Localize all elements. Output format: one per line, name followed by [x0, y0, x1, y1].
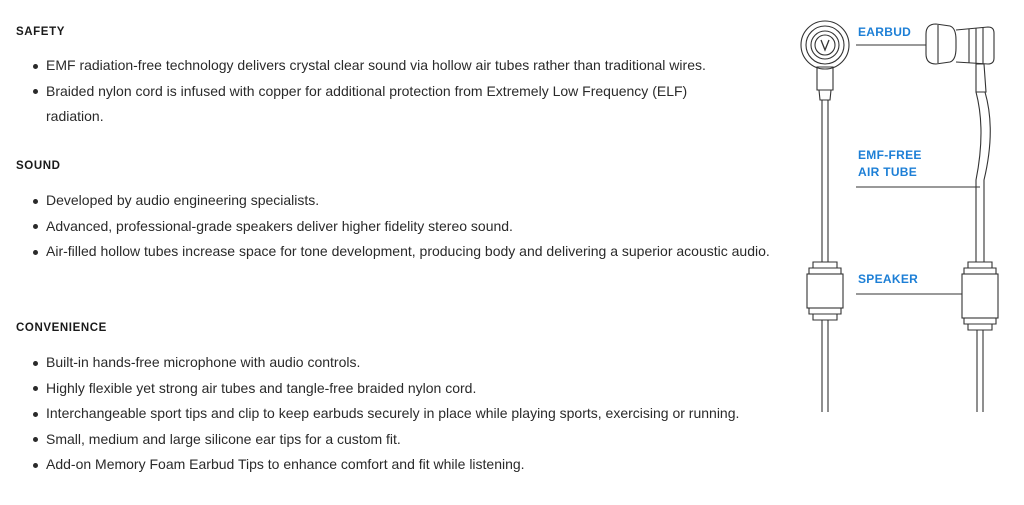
right-air-tube-icon — [976, 92, 990, 262]
list-item: Built-in hands-free microphone with audio controls. — [16, 350, 796, 376]
section-title-safety: SAFETY — [16, 26, 65, 38]
list-item: Advanced, professional-grade speakers deliver higher fidelity stereo sound. — [16, 214, 796, 240]
list-item: Braided nylon cord is infused with copper for additional protection from Extremely Low Frequency (ELF) radiation. — [16, 79, 746, 130]
earphone-illustration — [790, 0, 1024, 500]
earbud-label: EARBUD — [858, 25, 912, 39]
right-cord-icon — [977, 330, 983, 412]
list-item: Add-on Memory Foam Earbud Tips to enhance comfort and fit while listening. — [16, 452, 796, 478]
air-tube-label-line1: EMF-FREE — [858, 148, 922, 162]
right-speaker-icon — [962, 262, 998, 330]
left-speaker-icon — [807, 262, 843, 320]
left-earbud-icon — [801, 21, 849, 100]
section-title-sound: SOUND — [16, 160, 61, 172]
list-item: EMF radiation-free technology delivers crystal clear sound via hollow air tubes rather than traditional wires. — [16, 53, 796, 79]
list-item: Air-filled hollow tubes increase space for tone development, producing body and delivering a superior acoustic audio. — [16, 239, 806, 265]
left-air-tube-icon — [822, 100, 828, 262]
safety-list — [16, 53, 796, 130]
convenience-list — [16, 350, 796, 478]
list-item: Interchangeable sport tips and clip to keep earbuds securely in place while playing sports, exercising or running. — [16, 401, 796, 427]
earphone-diagram — [790, 0, 1024, 500]
speaker-label: SPEAKER — [858, 272, 919, 286]
list-item: Developed by audio engineering specialists. — [16, 188, 796, 214]
list-item: Highly flexible yet strong air tubes and tangle-free braided nylon cord. — [16, 376, 796, 402]
air-tube-label-line2: AIR TUBE — [858, 165, 918, 179]
right-earbud-icon — [926, 24, 994, 92]
section-title-convenience: CONVENIENCE — [16, 322, 107, 334]
list-item: Small, medium and large silicone ear tips for a custom fit. — [16, 427, 796, 453]
left-cord-icon — [822, 320, 828, 412]
sound-list — [16, 188, 796, 265]
